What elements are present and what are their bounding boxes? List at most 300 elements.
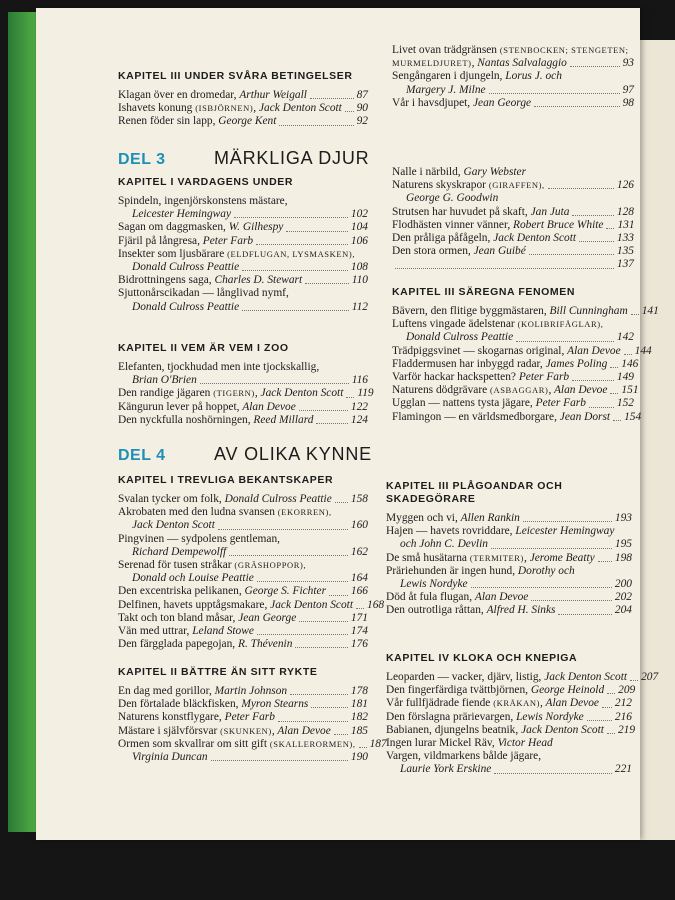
entry-title: Flamingon — en världsmedborgare,: [392, 410, 560, 423]
entry-text: [118, 493, 332, 506]
toc-entry: [386, 578, 632, 591]
entry-text: [118, 685, 287, 698]
toc-entry: [392, 371, 634, 384]
entry-title: Ishavets konung: [118, 102, 196, 115]
entry-text: [118, 195, 288, 208]
entry-author: Alfred H. Sinks: [486, 604, 556, 617]
entry-title: Fladdermusen har inbyggd radar,: [392, 357, 546, 370]
entry-title: Strutsen har huvudet på skaft,: [392, 205, 531, 218]
entry-title: Insekter som ljusbärare: [118, 247, 228, 260]
entry-text: [132, 572, 254, 585]
toc-entry: [118, 208, 368, 221]
toc-entry: [392, 57, 634, 70]
dot-leader: [572, 380, 614, 381]
entry-author: Myron Stearns: [241, 698, 309, 711]
entry-title: Död åt fula flugan,: [386, 591, 475, 604]
dot-leader: [335, 502, 348, 503]
toc-entry: [392, 219, 634, 232]
page-number: 124: [350, 413, 368, 426]
toc-entry: [118, 559, 368, 572]
dot-leader: [631, 314, 639, 315]
dot-leader: [598, 561, 612, 562]
dot-leader: [329, 595, 348, 596]
entry-text: [392, 358, 607, 371]
page-number: 131: [617, 218, 635, 231]
dot-leader: [299, 410, 348, 411]
dot-leader: [491, 548, 612, 549]
entry-author: Virginia Duncan: [132, 751, 208, 764]
entry-text: [132, 751, 208, 764]
entry-author: Lewis Nordyke: [400, 578, 468, 591]
entry-text: [392, 305, 628, 318]
entry-author: Lewis Nordyke: [516, 710, 584, 723]
toc-entry: [392, 206, 634, 219]
entry-text: [132, 519, 215, 532]
dot-leader: [610, 367, 618, 368]
entry-note: (STENBOCKEN; STENGETEN;: [499, 45, 629, 55]
toc-entry: [118, 195, 368, 208]
entry-title: Den outrotliga råttan,: [386, 604, 487, 617]
chapter-heading: KAPITEL I TREVLIGA BEKANTSKAPER: [118, 474, 334, 486]
toc-entry: [118, 751, 368, 764]
chapter-heading: KAPITEL I VARDAGENS UNDER: [118, 176, 294, 188]
entry-title: Hajen — havets rovriddare,: [386, 525, 516, 538]
entry-title: Serenad för tusen stråkar: [118, 559, 235, 572]
entry-text: [118, 221, 283, 234]
toc-block: [118, 70, 368, 129]
entry-title: Renen föder sin lapp,: [118, 115, 219, 128]
entry-text: [406, 84, 486, 97]
entry-text: [392, 245, 526, 258]
entry-text: [118, 387, 343, 400]
entry-note: (KOLIBRIFÅGLAR),: [517, 319, 604, 330]
toc-entry: [118, 585, 368, 598]
toc-entry: [118, 737, 387, 751]
toc-entry: [118, 725, 368, 738]
entry-author: Leland Stowe: [192, 625, 254, 638]
entry-author: Jean Guibé: [473, 245, 526, 258]
entry-title: Den stora ormen,: [392, 245, 474, 258]
dot-leader: [278, 721, 348, 722]
page-number: 116: [351, 374, 368, 387]
toc-entry: [118, 533, 368, 546]
entry-text: [386, 512, 520, 525]
entry-text: [118, 102, 342, 115]
entry-title: Sengångaren i djungeln,: [392, 70, 506, 83]
entry-text: [118, 625, 254, 638]
toc-entry: [118, 301, 368, 314]
toc-entry: [386, 711, 632, 724]
toc-entry: [386, 750, 632, 763]
entry-text: [132, 374, 197, 387]
entry-title: Pingvinen — sydpolens gentleman,: [118, 532, 280, 545]
toc-entry: [386, 538, 632, 551]
chapter-heading: KAPITEL III SÄREGNA FENOMEN: [392, 286, 576, 298]
page-number: 181: [350, 698, 368, 711]
entry-author: , Alan Devoe: [548, 384, 608, 397]
page-number: 209: [618, 684, 636, 697]
page-number: 97: [622, 83, 634, 96]
entry-author: Jean Dorst: [559, 410, 611, 423]
page-number: 195: [614, 538, 632, 551]
toc-entry: [118, 102, 368, 115]
entry-title: Naturens skyskrapor: [392, 179, 489, 192]
page-number: 204: [614, 604, 632, 617]
entry-title: Kängurun lever på hoppet,: [118, 400, 243, 413]
page-number: 212: [614, 697, 632, 710]
toc-entry: [118, 361, 368, 374]
page-number: 187: [369, 737, 387, 750]
entry-text: [386, 591, 528, 604]
dot-leader: [346, 397, 354, 398]
entry-note: (ISBJÖRNEN): [195, 103, 254, 114]
entry-text: [392, 384, 607, 397]
dot-leader: [311, 707, 348, 708]
dot-leader: [345, 111, 354, 112]
entry-author: Peter Farb: [518, 371, 570, 384]
entry-note: (TERMITER): [469, 552, 524, 563]
section-title: MÄRKLIGA DJUR: [214, 148, 370, 168]
chapter-heading: KAPITEL II BÄTTRE ÄN SITT RYKTE: [118, 666, 318, 678]
entry-author: W. Gilhespy: [228, 221, 284, 234]
entry-author: Peter Farb: [535, 397, 586, 410]
page-number: 137: [616, 258, 634, 271]
entry-text: [118, 725, 331, 738]
toc-entry: [386, 697, 632, 710]
chapter-heading: KAPITEL II VEM ÄR VEM I ZOO: [118, 342, 289, 354]
entry-text: [400, 578, 468, 591]
page-number: 141: [641, 305, 659, 317]
entry-text: [392, 57, 567, 70]
entry-author: Jean George: [238, 611, 297, 624]
dot-leader: [316, 423, 348, 424]
toc-entry: [118, 374, 368, 387]
toc-entry: [392, 384, 639, 397]
dot-leader: [607, 693, 615, 694]
toc-entry: [392, 97, 634, 110]
entry-title: Takt och ton bland måsar,: [118, 611, 239, 624]
entry-title: Flodhästen vinner vänner,: [392, 218, 514, 231]
entry-note: (SKUNKEN): [220, 725, 272, 736]
toc-entry: [392, 166, 634, 179]
entry-title: Naturens konstflygare,: [118, 711, 225, 724]
page-number: 190: [350, 751, 368, 764]
entry-note: (KRÅKAN): [493, 698, 541, 709]
page-number: 122: [350, 400, 368, 413]
page-number: 200: [614, 578, 632, 591]
toc-entry: [392, 192, 634, 205]
dot-leader: [534, 106, 620, 107]
toc-entry: [392, 84, 634, 97]
page-number: 174: [350, 625, 368, 638]
dot-leader: [234, 217, 348, 218]
chapter-heading: KAPITEL IV KLOKA OCH KNEPIGA: [386, 652, 578, 664]
dot-leader: [602, 707, 612, 708]
entry-text: [386, 711, 584, 724]
entry-text: [118, 287, 289, 300]
entry-title: Livet ovan trädgränsen: [392, 44, 500, 56]
entry-text: [118, 638, 292, 651]
toc-entry: [386, 763, 632, 776]
entry-text: [118, 599, 353, 612]
entry-author: , Jack Denton Scott: [253, 102, 342, 115]
entry-text: [392, 397, 586, 410]
toc-entry: [386, 591, 632, 604]
entry-title: Den nyckfulla noshörningen,: [118, 413, 254, 426]
entry-author: George S. Fichter: [244, 585, 327, 598]
dot-leader: [624, 354, 632, 355]
page-number: 152: [616, 397, 634, 410]
dot-leader: [531, 600, 612, 601]
dot-leader: [489, 93, 620, 94]
page-number: 171: [350, 611, 368, 624]
entry-title: Den randige jägaren: [118, 387, 214, 400]
toc-entry: [392, 245, 634, 258]
entry-text: [118, 414, 313, 427]
toc-entry: [392, 397, 634, 410]
entry-text: [386, 604, 555, 617]
entry-title: Klagan över en dromedar,: [118, 89, 240, 101]
toc-entry: [118, 89, 368, 102]
dot-leader: [242, 270, 348, 271]
section-heading: [118, 444, 372, 465]
entry-note: (EKORREN),: [277, 507, 332, 518]
page-number: 149: [616, 371, 634, 384]
entry-text: [386, 697, 599, 710]
dot-leader: [257, 581, 348, 582]
entry-text: [118, 711, 275, 724]
entry-title: Naturens dödgrävare: [392, 384, 491, 397]
page-number: 104: [350, 221, 368, 234]
entry-title: Den pråliga påfågeln,: [392, 232, 494, 245]
dot-leader: [218, 529, 348, 530]
section-number: DEL 3: [118, 151, 166, 168]
page-number: 93: [622, 57, 634, 70]
toc-entry: [386, 684, 636, 697]
entry-author: Donald Culross Peattie: [132, 261, 240, 274]
entry-author: Reed Millard: [253, 413, 314, 426]
dot-leader: [359, 747, 367, 748]
entry-title: Elefanten, tjockhudad men inte tjockskallig,: [118, 361, 320, 373]
entry-text: [386, 737, 553, 750]
entry-author: Peter Farb: [202, 234, 254, 247]
page-number: 221: [614, 763, 632, 776]
dot-leader: [606, 228, 614, 229]
entry-title: Den förslagna prärievargen,: [386, 710, 517, 723]
toc-entry: [118, 274, 368, 287]
toc-entry: [118, 493, 368, 506]
dot-leader: [516, 341, 614, 342]
dot-leader: [523, 521, 612, 522]
page-number: 198: [614, 551, 632, 564]
toc-entry: [118, 572, 368, 585]
entry-note: (GIRAFFEN),: [488, 180, 545, 191]
page-number: 126: [616, 179, 634, 192]
entry-author: Richard Dempewolff: [132, 545, 227, 558]
entry-title: Luftens vingade ädelstenar: [392, 318, 518, 331]
toc-entry: [118, 248, 368, 261]
toc-entry: [386, 565, 632, 578]
entry-text: [132, 261, 239, 274]
dot-leader: [471, 587, 612, 588]
toc-entry: [118, 414, 368, 427]
entry-text: [118, 533, 280, 546]
entry-text: [392, 345, 621, 358]
entry-text: [400, 763, 491, 776]
page-number: 87: [356, 89, 368, 101]
dot-leader: [200, 383, 349, 384]
toc-entry: [118, 401, 368, 414]
dot-leader: [211, 760, 348, 761]
dot-leader: [257, 634, 348, 635]
entry-title: Svalan tycker om folk,: [118, 493, 225, 505]
entry-title: En dag med gorillor,: [118, 685, 215, 697]
dot-leader: [589, 407, 614, 408]
dot-leader: [630, 680, 638, 681]
entry-text: [118, 506, 332, 519]
entry-text: [406, 192, 498, 205]
entry-text: [392, 179, 545, 192]
page-number: 216: [614, 710, 632, 723]
entry-title: Den förtalade bläckfisken,: [118, 698, 242, 711]
entry-title: Vargen, vildmarkens bålde jägare,: [386, 750, 542, 763]
page-number: 108: [350, 261, 368, 274]
toc-entry: [118, 546, 368, 559]
entry-author: George Kent: [218, 115, 277, 128]
entry-author: Gary Webster: [463, 166, 527, 178]
page-number: 202: [614, 591, 632, 604]
entry-title: Ingen lurar Mickel Räv,: [386, 737, 498, 750]
toc-entry: [118, 598, 385, 612]
toc-entry: [392, 232, 634, 245]
entry-note: (ELDFLUGAN, LYSMASKEN),: [227, 248, 356, 259]
entry-title: Bävern, den flitige byggmästaren,: [392, 305, 550, 317]
entry-author: Arthur Weigall: [239, 89, 307, 101]
entry-title: Varför hackar hackspetten?: [392, 371, 519, 384]
page-number: 162: [350, 545, 368, 558]
dot-leader: [529, 254, 614, 255]
toc-block: [118, 342, 374, 427]
page-number: 154: [624, 410, 642, 423]
entry-title: Leoparden — vacker, djärv, listig,: [386, 671, 545, 683]
entry-text: [386, 724, 604, 737]
entry-author: George Heinold: [530, 684, 605, 697]
entry-author: Alan Devoe: [474, 591, 529, 604]
toc-block: [392, 44, 634, 110]
entry-author: Leicester Hemingway: [132, 208, 232, 221]
toc-block: [392, 286, 659, 424]
toc-entry: [118, 387, 374, 400]
entry-author: Dorothy och: [517, 564, 575, 577]
entry-title: Den excentriska pelikanen,: [118, 585, 245, 598]
entry-author: Jack Denton Scott: [270, 598, 354, 611]
entry-note: (GRÄSHOPPOR),: [234, 560, 307, 571]
page-number: 178: [350, 685, 368, 697]
entry-author: , Jerome Beatty: [524, 551, 595, 564]
entry-text: [392, 44, 629, 57]
entry-author: , Jack Denton Scott: [254, 387, 344, 400]
dot-leader: [570, 66, 620, 67]
entry-title: De små husätarna: [386, 551, 470, 564]
toc-block: [386, 480, 632, 618]
entry-text: [118, 89, 307, 102]
entry-author: Jack Denton Scott: [493, 232, 577, 245]
toc-entry: [118, 506, 368, 519]
entry-text: [118, 248, 355, 261]
page-number: 92: [356, 115, 368, 128]
entry-text: [118, 274, 302, 287]
page-number: 90: [356, 102, 368, 115]
dot-leader: [256, 244, 348, 245]
page-number: 168: [367, 598, 385, 611]
entry-title: Den fingerfärdiga tvättbjörnen,: [386, 684, 531, 697]
page-number: 164: [350, 572, 368, 585]
dot-leader: [295, 647, 348, 648]
toc-entry: [118, 625, 368, 638]
entry-text: [392, 206, 569, 219]
entry-author: Jack Denton Scott: [544, 671, 628, 683]
dot-leader: [279, 125, 353, 126]
toc-entry: [392, 410, 642, 424]
entry-author: Alan Devoe: [567, 344, 621, 357]
entry-text: [118, 401, 296, 414]
entry-author: , Alan Devoe: [271, 724, 331, 737]
chapter-heading: KAPITEL III PLÅGOANDAR OCH SKADEGÖRARE: [386, 480, 563, 505]
section-title: AV OLIKA KYNNE: [214, 444, 372, 464]
entry-text: [118, 698, 308, 711]
toc-entry: [118, 287, 368, 300]
toc-block: [118, 666, 387, 764]
entry-text: [132, 546, 226, 559]
entry-author: Allen Rankin: [460, 512, 520, 524]
toc-entry: [392, 258, 634, 271]
toc-entry: [392, 179, 634, 192]
dot-leader: [299, 621, 348, 622]
entry-title: Den färgglada papegojan,: [118, 638, 238, 651]
toc-entry: [392, 318, 634, 331]
entry-title: Präriehunden är ingen hund,: [386, 564, 518, 577]
dot-leader: [395, 268, 614, 269]
entry-text: [392, 97, 531, 110]
entry-text: [132, 301, 239, 314]
page-number: 158: [350, 493, 368, 505]
entry-author: George G. Goodwin: [406, 192, 499, 205]
dot-leader: [356, 608, 364, 609]
entry-title: Akrobaten med den ludna svansen: [118, 506, 278, 519]
entry-text: [392, 166, 526, 179]
entry-author: Donald Culross Peattie: [132, 300, 240, 313]
entry-title: Vår i havsdjupet,: [392, 96, 473, 109]
dot-leader: [610, 393, 618, 394]
toc-entry: [118, 711, 368, 724]
toc-entry: [118, 261, 368, 274]
entry-author: Jack Denton Scott: [521, 723, 604, 736]
entry-note: MURMELDJURET): [392, 58, 472, 69]
entry-text: [118, 559, 306, 572]
toc-entry: [392, 44, 634, 57]
entry-text: [118, 361, 319, 374]
entry-title: Delfinen, havets upptågsmakare,: [118, 598, 271, 611]
toc-entry: [118, 638, 368, 651]
dot-leader: [613, 420, 621, 421]
section-number: DEL 4: [118, 447, 166, 464]
dot-leader: [229, 555, 348, 556]
entry-author: och John C. Devlin: [400, 538, 488, 551]
entry-author: Brian O'Brien: [132, 374, 197, 387]
toc-entry: [386, 512, 632, 525]
entry-author: , Alan Devoe: [540, 697, 599, 710]
page-number: 119: [357, 387, 374, 400]
